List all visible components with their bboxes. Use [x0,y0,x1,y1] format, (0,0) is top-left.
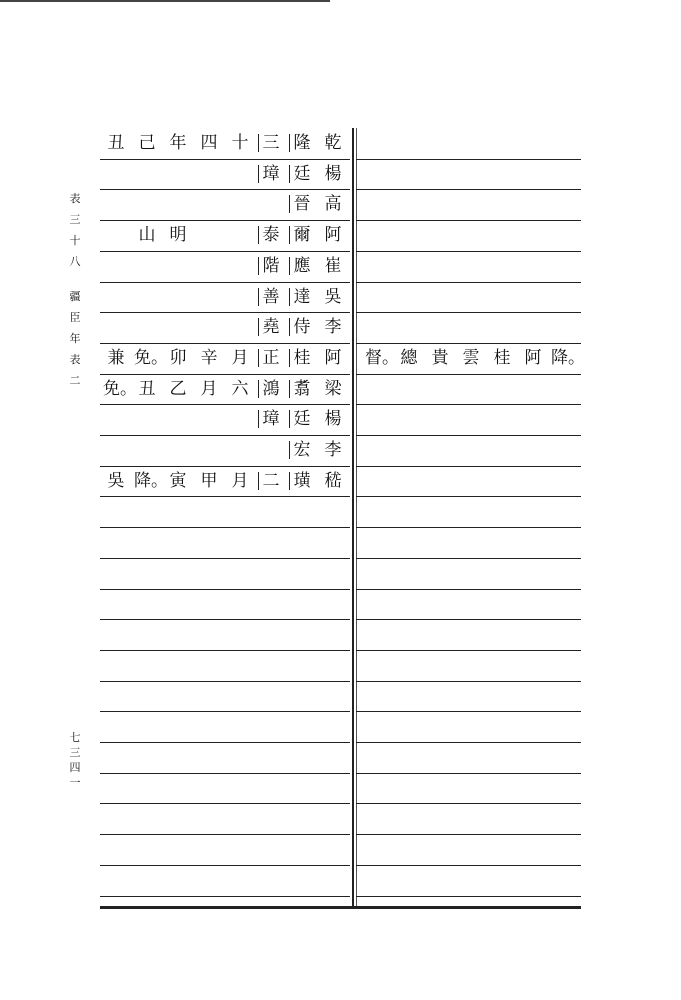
row-rule-left [100,496,350,497]
row-rule-right [356,803,581,804]
page-number-char: 四 [69,761,81,774]
row-rule-left [100,527,350,528]
left-row [100,189,350,219]
row-rule-left [100,589,350,590]
left-row [100,312,350,342]
left-cell: 降。 [134,471,168,491]
left-cell: 辛 [200,348,218,368]
left-row [100,251,350,281]
page-number [66,730,84,790]
side-title-char: 十 [69,234,81,247]
page-number-char: 七 [69,731,81,744]
left-row [100,435,350,465]
row-rule-left [100,711,350,712]
left-cell: 阿 [324,348,342,368]
left-cell: 李 [324,440,342,460]
left-cell: 兼 [107,348,125,368]
left-cell: 阿 [324,225,342,245]
side-title [66,188,84,272]
left-cell: 丑 [138,379,156,399]
bottom-rule [100,906,581,909]
row-rule-right [356,558,581,559]
left-row [100,343,350,373]
left-cell: 甲 [200,471,218,491]
row-rule-right [356,435,581,436]
row-rule-right [356,282,581,283]
left-cell: 晉 [289,189,315,219]
left-cell: 月 [231,471,249,491]
side-subtitle-char: 疆 [69,290,81,303]
row-rule-left [100,803,350,804]
left-row [100,404,350,434]
row-rule-right [356,312,581,313]
row-rule-left [100,558,350,559]
side-title-char: 三 [69,213,81,226]
row-rule-right [356,619,581,620]
left-cell: 宏 [289,435,315,465]
left-cell: 己 [138,133,156,153]
right-row [356,343,585,373]
row-rule-right [356,220,581,221]
side-subtitle-char: 表 [69,353,81,366]
left-cell: 正 [258,343,284,373]
right-cell: 貴 [431,348,449,368]
left-row [100,374,350,404]
row-rule-right [356,589,581,590]
row-rule-left [100,681,350,682]
left-cell: 翥 [289,374,315,404]
left-cell: 廷 [289,404,315,434]
page-number-char: 三 [69,746,81,759]
left-cell: 楊 [324,409,342,429]
left-cell: 乙 [169,379,187,399]
left-cell: 免。 [103,379,137,399]
left-cell: 泰 [258,220,284,250]
left-cell: 丑 [107,133,125,153]
side-subtitle-char: 臣 [69,311,81,324]
left-cell: 高 [324,194,342,214]
left-cell: 六 [231,379,249,399]
left-cell: 明 [169,225,187,245]
left-cell: 鴻 [258,374,284,404]
row-rule-left [100,650,350,651]
row-rule-right [356,773,581,774]
row-rule-right [356,496,581,497]
row-rule-right [356,711,581,712]
row-rule-right [356,865,581,866]
right-cell: 總 [400,348,418,368]
left-cell: 應 [289,251,315,281]
row-rule-right [356,742,581,743]
left-cell: 侍 [289,312,315,342]
left-cell: 梁 [324,379,342,399]
left-row [100,159,350,189]
left-cell: 璜 [289,466,315,496]
row-rule-right [356,527,581,528]
right-cell: 降。 [551,348,585,368]
row-rule-left [100,834,350,835]
left-cell: 堯 [258,312,284,342]
left-cell: 璋 [258,159,284,189]
table-frame [100,128,585,912]
top-rule [0,0,330,2]
left-row [100,220,350,250]
left-cell: 吳 [324,287,342,307]
row-rule-right [356,466,581,467]
right-cell: 阿 [524,348,542,368]
left-cell: 吳 [107,471,125,491]
row-rule-right [356,681,581,682]
left-cell: 隆 [289,128,315,158]
left-cell: 四 [200,133,218,153]
left-cell: 璋 [258,404,284,434]
left-cell: 乾 [324,133,342,153]
row-rule-left [100,773,350,774]
left-cell: 免。 [134,348,168,368]
left-cell: 楊 [324,164,342,184]
right-cell: 雲 [462,348,480,368]
row-rule-left [100,896,350,897]
left-cell: 卯 [169,348,187,368]
row-rule-right [356,189,581,190]
left-row [100,282,350,312]
left-cell: 善 [258,282,284,312]
row-rule-right [356,650,581,651]
row-rule-left [100,742,350,743]
left-row [100,128,350,158]
left-cell: 山 [138,225,156,245]
left-cell: 李 [324,317,342,337]
left-cell: 月 [231,348,249,368]
row-rule-right [356,159,581,160]
row-rule-left [100,865,350,866]
row-rule-left [100,619,350,620]
left-cell: 月 [200,379,218,399]
column-divider-inner [356,128,357,906]
left-cell: 十 [231,133,249,153]
left-cell: 廷 [289,159,315,189]
left-cell: 達 [289,282,315,312]
left-cell: 二 [258,466,284,496]
right-cell: 桂 [493,348,511,368]
left-cell: 嵇 [324,471,342,491]
left-cell: 寅 [169,471,187,491]
right-cell: 督。 [365,348,399,368]
left-cell: 三 [258,128,284,158]
column-divider [352,128,354,906]
left-cell: 爾 [289,220,315,250]
row-rule-right [356,374,581,375]
left-cell: 年 [169,133,187,153]
row-rule-right [356,834,581,835]
side-title-char: 表 [69,192,81,205]
left-cell: 階 [258,251,284,281]
left-row [100,466,350,496]
left-cell: 崔 [324,256,342,276]
row-rule-right [356,251,581,252]
page-number-char: 一 [69,776,81,789]
left-cell: 桂 [289,343,315,373]
side-subtitle-char: 二 [69,374,81,387]
side-subtitle [66,286,84,391]
row-rule-right [356,896,581,897]
side-title-char: 八 [69,255,81,268]
row-rule-right [356,404,581,405]
side-subtitle-char: 年 [69,332,81,345]
